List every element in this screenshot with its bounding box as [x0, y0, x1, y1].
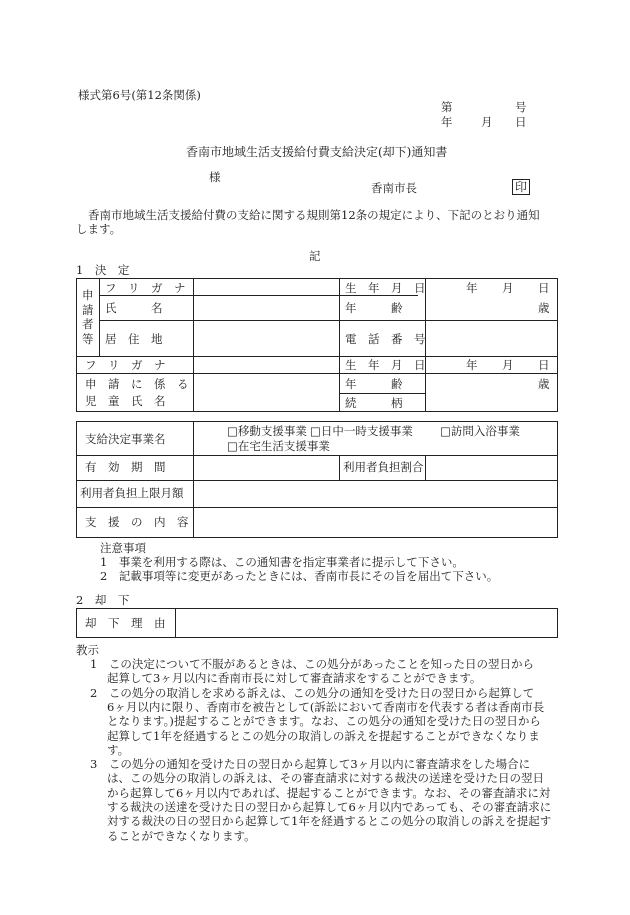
child-age-label: 年 齢 — [345, 377, 403, 391]
applicant-table — [76, 278, 558, 412]
applicant-dob-day: 日 — [538, 281, 550, 295]
period-label: 有 効 期 間 — [85, 460, 166, 474]
instruction-3-line-3: から起算して6ヶ月以内であれば、提起することができます。なお、その審査請求に対 — [107, 785, 551, 800]
section-1-heading: 1 決 定 — [76, 263, 130, 277]
notes-heading: 注意事項 — [100, 541, 146, 555]
service-bathing: □訪問入浴事業 — [440, 424, 520, 438]
applicant-dob-year: 年 — [466, 281, 478, 295]
child-dob-year: 年 — [466, 358, 478, 372]
child-relation-label: 続 柄 — [345, 396, 403, 410]
child-age-unit: 歳 — [538, 377, 550, 391]
applicant-dob-month: 月 — [502, 281, 514, 295]
instruction-1-line-2: 起算して3ヶ月以内に香南市長に対して審査請求をすることができます。 — [107, 671, 482, 686]
note-2: 2 記載事項等に変更があったときには、香南市長にその旨を届出て下さい。 — [100, 569, 499, 583]
child-label-line-2: 児 童 氏 名 — [85, 394, 166, 408]
burden-ratio-label: 利用者負担割合 — [343, 460, 424, 474]
date-day: 日 — [515, 115, 527, 129]
number-dai: 第 — [441, 100, 453, 114]
issuer: 香南市長 — [371, 181, 417, 195]
ki-mark: 記 — [309, 249, 321, 263]
applicant-age-unit: 歳 — [538, 301, 550, 315]
applicant-name-label: 氏 名 — [105, 301, 163, 315]
rejection-table — [76, 608, 558, 638]
seal: 印 — [512, 179, 530, 195]
child-dob-month: 月 — [502, 358, 514, 372]
form-number: 様式第6号(第12条関係) — [78, 88, 201, 102]
child-furigana-label: フ リ ガ ナ — [85, 358, 166, 372]
service-home-living: □在宅生活支援事業 — [227, 439, 330, 453]
date-year: 年 — [441, 115, 453, 129]
service-daytime: □日中一時支援事業 — [310, 424, 413, 438]
limit-label: 利用者負担上限月額 — [80, 486, 184, 500]
instruction-1-line-1: 1 この決定について不服があるときは、この処分があったことを知った日の翌日から — [90, 657, 534, 671]
instruction-3-line-6: ることができなくなります。 — [107, 828, 256, 843]
content-label: 支 援 の 内 容 — [85, 515, 189, 529]
applicant-address-label: 居 住 地 — [105, 332, 163, 346]
instruction-heading: 教示 — [76, 643, 99, 657]
instruction-3-line-5: 対する裁決の日の翌日から起算して1年を経過するとこの処分の取消しの訴えを提起す — [107, 814, 552, 829]
instruction-2-line-3: となります。)提起することができます。なお、この処分の通知を受けた日の翌日から — [107, 714, 541, 729]
instruction-2-line-4: 起算して1年を経過するとこの処分の取消しの訴えを提起することができなくなりま — [107, 728, 540, 743]
rejection-reason-label: 却 下 理 由 — [85, 616, 166, 630]
decision-table — [76, 421, 558, 538]
addressee-suffix: 様 — [209, 170, 221, 184]
applicant-age-label: 年 齢 — [345, 301, 403, 315]
intro-line-2: します。 — [76, 222, 122, 236]
instruction-3-line-2: は、この処分の取消しの訴えは、その審査請求に対する裁決の送達を受けた日の翌日 — [107, 771, 544, 786]
instruction-2-line-1: 2 この処分の取消しを求める訴えは、この処分の通知を受けた日の翌日から起算して — [90, 685, 535, 700]
note-1: 1 事業を利用する際は、この通知書を指定事業者に提示して下さい。 — [100, 555, 464, 569]
instruction-3-line-4: する裁決の送達を受けた日の翌日から起算して6ヶ月以内であっても、その審査請求に — [107, 800, 552, 814]
child-dob-label: 生 年 月 日 — [345, 358, 426, 372]
service-mobility: □移動支援事業 — [227, 424, 307, 438]
child-label-line-1: 申 請 に 係 る — [85, 377, 189, 391]
instruction-2-line-2: 6ヶ月以内に限り、香南市を被告として(訴訟において香南市を代表する者は香南市長 — [107, 699, 545, 714]
services-label: 支給決定事業名 — [85, 432, 166, 446]
child-dob-day: 日 — [538, 358, 550, 372]
applicant-furigana-label: フ リ ガ ナ — [105, 281, 186, 295]
applicant-group-label: 申 請 者 等 — [82, 288, 94, 346]
date-month: 月 — [481, 115, 493, 129]
document-title: 香南市地域生活支援給付費支給決定(却下)通知書 — [186, 145, 448, 159]
applicant-phone-label: 電 話 番 号 — [345, 332, 426, 346]
instruction-2-line-5: す。 — [107, 742, 130, 757]
section-2-heading: 2 却 下 — [76, 593, 130, 607]
number-go: 号 — [515, 100, 527, 114]
applicant-dob-label: 生 年 月 日 — [345, 281, 426, 295]
instruction-3-line-1: 3 この処分の通知を受けた日の翌日から起算して3ヶ月以内に審査請求をした場合に — [90, 757, 531, 772]
intro-line-1: 香南市地域生活支援給付費の支給に関する規則第12条の規定により、下記のとおり通知 — [88, 208, 540, 222]
